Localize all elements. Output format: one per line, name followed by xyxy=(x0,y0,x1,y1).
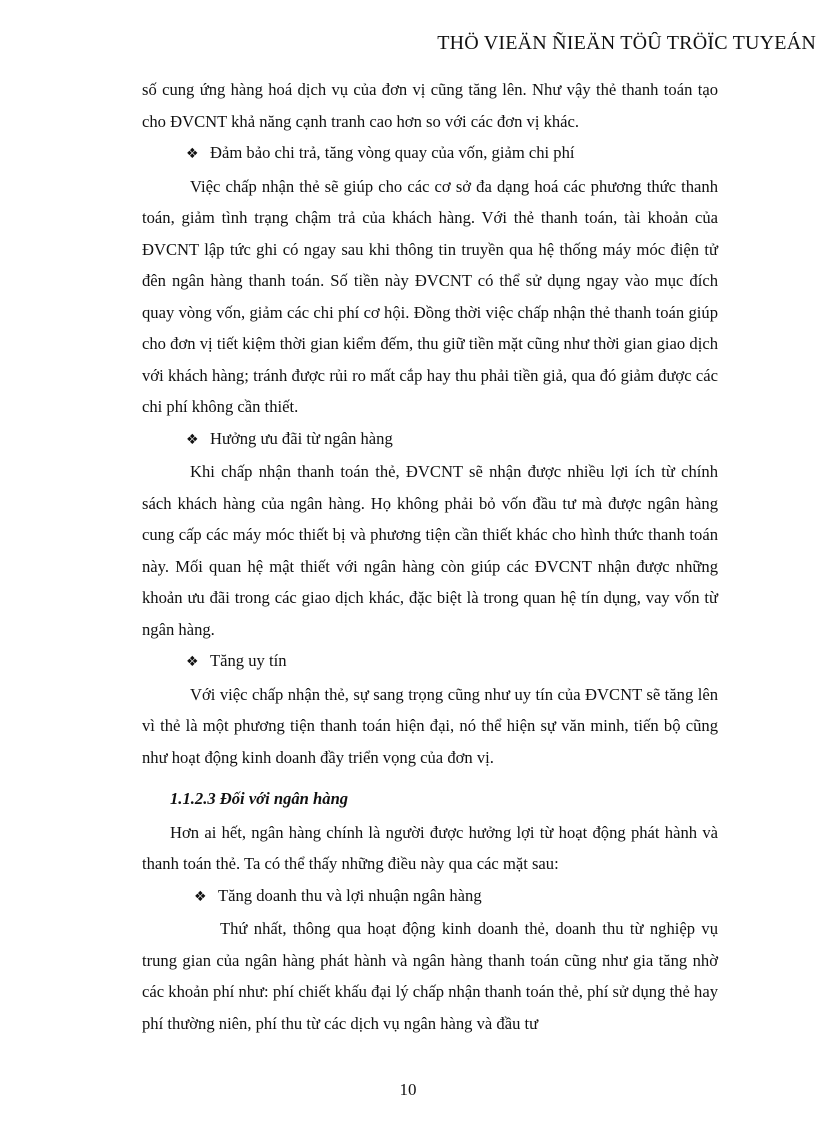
bullet-label: Đảm bảo chi trả, tăng vòng quay của vốn, giảm chi phí xyxy=(210,143,575,162)
page-header: THÖ VIEÄN ÑIEÄN TÖÛ TRÖÏC TUYEÁN xyxy=(437,32,816,54)
diamond-bullet-icon: ❖ xyxy=(186,654,199,670)
paragraph: Việc chấp nhận thẻ sẽ giúp cho các cơ sở đa dạng hoá các phương thức thanh toán, giảm tình trạng chậm trả của khách hàng. Với thẻ thanh toán, tài khoản của ĐVCNT lập tức ghi có ngay sau khi thông tin truyền qua hệ thống máy móc điện tử đên ngân hàng thanh toán. Số tiền này ĐVCNT có thể sử dụng ngay vào mục đích quay vòng vốn, giảm các chi phí cơ hội. Đồng thời việc chấp nhận thẻ thanh toán giúp cho đơn vị tiết kiệm thời gian kiểm đếm, thu giữ tiền mặt cũng như thời gian giao dịch với khách hàng; tránh được rủi ro mất cắp hay thu phải tiền giả, qua đó giảm được các chi phí không cần thiết. xyxy=(142,176,718,416)
section-heading: 1.1.2.3 Đối với ngân hàng xyxy=(170,789,349,808)
page-number: 10 xyxy=(399,1080,417,1099)
paragraph: Thứ nhất, thông qua hoạt động kinh doanh thẻ, doanh thu từ nghiệp vụ trung gian của ngân hàng phát hành và ngân hàng thanh toán cũng như gia tăng nhờ các khoản phí như: phí chiết khấu đại lý chấp nhận thanh toán thẻ, phí sử dụng thẻ hay phí thường niên, phí thu từ các dịch vụ ngân hàng và đầu tư xyxy=(142,919,718,1033)
paragraph: số cung ứng hàng hoá dịch vụ của đơn vị cũng tăng lên. Như vậy thẻ thanh toán tạo cho ĐVCNT khả năng cạnh tranh cao hơn so với các đơn vị khác. xyxy=(142,80,718,131)
diamond-bullet-icon: ❖ xyxy=(186,146,199,162)
bullet-item xyxy=(142,645,718,679)
diamond-bullet-icon: ❖ xyxy=(194,888,207,905)
bullet-item xyxy=(142,880,718,914)
bullet-label: Hưởng ưu đãi từ ngân hàng xyxy=(210,428,393,448)
diamond-bullet-icon: ❖ xyxy=(186,431,199,448)
bullet-label: Tăng uy tín xyxy=(210,651,287,670)
paragraph: Hơn ai hết, ngân hàng chính là người được hưởng lợi từ hoạt động phát hành và thanh toán thẻ. Ta có thể thấy những điều này qua các mặt sau: xyxy=(142,822,718,873)
paragraph: Khi chấp nhận thanh toán thẻ, ĐVCNT sẽ nhận được nhiều lợi ích từ chính sách khách hàng của ngân hàng. Họ không phải bỏ vốn đầu tư mà được ngân hàng cung cấp các máy móc thiết bị và phương tiện cần thiết khác cho hình thức thanh toán này. Mối quan hệ mật thiết với ngân hàng còn giúp các ĐVCNT nhận được những khoản ưu đãi trong các giao dịch khác, đặc biệt là trong quan hệ tín dụng, vay vốn từ ngân hàng. xyxy=(142,462,718,639)
bullet-label: Tăng doanh thu và lợi nhuận ngân hàng xyxy=(218,885,482,905)
bullet-item xyxy=(142,423,718,457)
bullet-item xyxy=(142,137,718,171)
document-body xyxy=(142,74,718,1039)
paragraph: Với việc chấp nhận thẻ, sự sang trọng cũng như uy tín của ĐVCNT sẽ tăng lên vì thẻ là một phương tiện thanh toán hiện đại, nó thể hiện sự văn minh, tiến bộ cũng như hoạt động kinh doanh đầy triển vọng của đơn vị. xyxy=(142,684,718,767)
